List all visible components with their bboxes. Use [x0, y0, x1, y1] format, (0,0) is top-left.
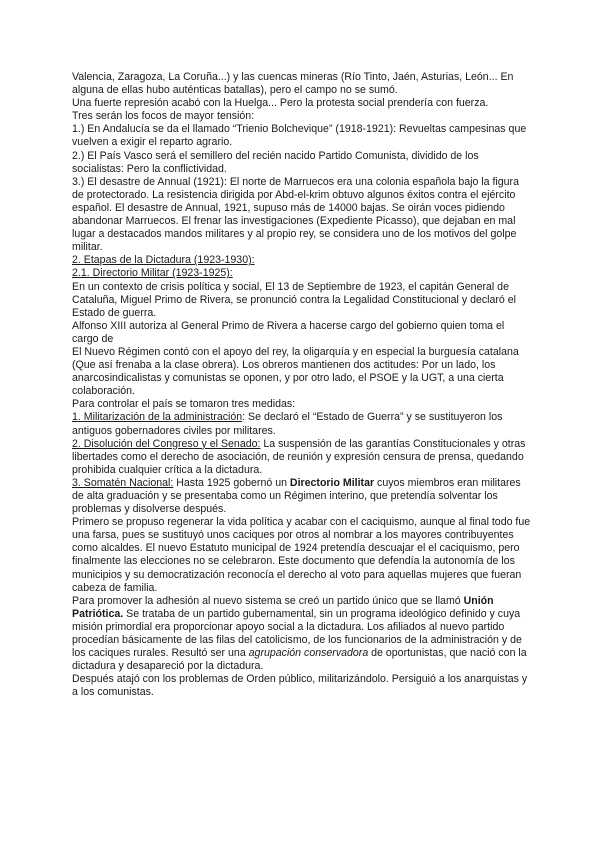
paragraph-strikes: Valencia, Zaragoza, La Coruña...) y las cuencas mineras (Río Tinto, Jaén, Asturias, León... En alguna de ellas hubo auténticas batallas), pero el campo no se sumó.: [72, 71, 514, 97]
measure-1: [72, 411, 532, 437]
paragraph-caciquismo: Primero se propuso regenerar la vida política y acabar con el caciquismo, aunque al final todo fue una farsa, pues se sustituyó unos caciques por otros al nombrar a los mayores contribuyentes como alcaldes. El nuevo Estatuto municipal de 1924 pretendía descuajar el el caciquismo, pero finalmente las elecciones no se celebraron. Este documento que defendía la autonomía de los municipios y su democratización reconocía el derecho al voto para aquellas mujeres que fueran cabeza de familia.: [72, 516, 531, 594]
paragraph-regime-support: El Nuevo Régimen contó con el apoyo del rey, la oligarquía y en especial la burguesía catalana (Que así frenaba a la clase obrera). Los obreros mantienen dos actitudes: Por un lado, los anarcosindicalistas y comunistas se oponen, y por otro lado, el PSOE y la UGT, a una cierta colaboración.: [72, 345, 519, 398]
union-text-b: Se trataba de un partido gubernamental, sin un programa ideológico definido y cuya misión primordial era proporcionar apoyo social a la dictadura. Los afiliados al nuevo partido procedían básicamente de las filas del catolicismo, de los funcionarios de la administración y de los caciques rurales. Resultó ser una: [72, 607, 522, 660]
measure-2-text: La suspensión de las garantías Constitucionales y otras libertades como el derecho de asociación, de reunión y expresión censura de prensa, quedando prohibida cualquier crítica a la dictadura.: [72, 437, 526, 476]
section-heading: 2. Etapas de la Dictadura (1923-1930):: [72, 254, 255, 267]
union-text-c: de oportunistas, que nació con la dictadura y desapareció por la dictadura.: [72, 647, 527, 673]
paragraph-annual: 3.) El desastre de Annual (1921): El norte de Marruecos era una colonia española bajo la figura de protectorado. La resistencia dirigida por Abd-el-krim obtuvo algunos éxitos contra el ejército español. El desastre de Annual, 1921, supuso más de 14000 bajas. Se oirán voces pidiendo abandonar Marruecos. El frenar las investigaciones (Expediente Picasso), que dejaban en mal lugar a destacados mandos militares y al propio rey, se considera uno de los motivos del golpe militar.: [72, 175, 519, 254]
paragraph-repression: Una fuerte represión acabó con la Huelga... Pero la protesta social prendería con fuerza.: [72, 97, 489, 110]
subsection-heading: 2.1. Directorio Militar (1923-1925):: [72, 267, 233, 280]
measure-3-bold: Directorio Militar: [289, 476, 375, 489]
paragraph-measures-intro: Para controlar el país se tomaron tres medidas:: [72, 398, 296, 411]
measure-3-text-a: Hasta 1925 gobernó un: [173, 476, 290, 489]
measure-3-text-b: cuyos miembros eran militares de alta graduación y se presentaba como un Régimen interino, que pretendía solventar los problemas y disolverse después.: [72, 476, 521, 516]
paragraph-focus-intro: Tres serán los focos de mayor tensión:: [72, 110, 255, 123]
measure-3: [72, 477, 532, 516]
paragraph-public-order: Después atajó con los problemas de Orden público, militarizándolo. Persiguió a los anarquistas y a los comunistas.: [72, 673, 528, 699]
union-text-a: Para promover la adhesión al nuevo sistema se creó un partido único que se llamó: [72, 594, 464, 607]
measure-2: [72, 438, 532, 477]
union-italic: agrupación conservadora: [248, 647, 369, 660]
document-body: [72, 71, 532, 700]
measure-1-title: 1. Militarización de la administración: [72, 411, 243, 424]
paragraph-andalucia: 1.) En Andalucía se da el llamado “Trienio Bolchevique” (1918-1921): Revueltas campesinas que vuelven a exigir el reparto agrario.: [72, 123, 527, 149]
paragraph-pais-vasco: 2.) El País Vasco será el semillero del recién nacido Partido Comunista, dividido de los socialistas: Pero la conflictividad.: [72, 149, 479, 175]
paragraph-coup: En un contexto de crisis política y social, El 13 de Septiembre de 1923, el capitán General de Cataluña, Miguel Primo de Rivera, se pronunció contra la Legalidad Constitucional y declaró el Estado de guerra.: [72, 280, 517, 319]
measure-1-text: : Se declaró el “Estado de Guerra” y se sustituyeron los antiguos gobernadores civiles por militares.: [72, 411, 503, 437]
union-bold: Unión Patriótica.: [72, 594, 494, 620]
measure-3-title: 3. Somatén Nacional:: [72, 476, 174, 489]
paragraph-alfonso: Alfonso XIII autoriza al General Primo de Rivera a hacerse cargo del gobierno quien toma el cargo de: [72, 319, 505, 345]
paragraph-union-patriotica: [72, 595, 532, 674]
measure-2-title: 2. Disolución del Congreso y el Senado:: [72, 437, 261, 450]
